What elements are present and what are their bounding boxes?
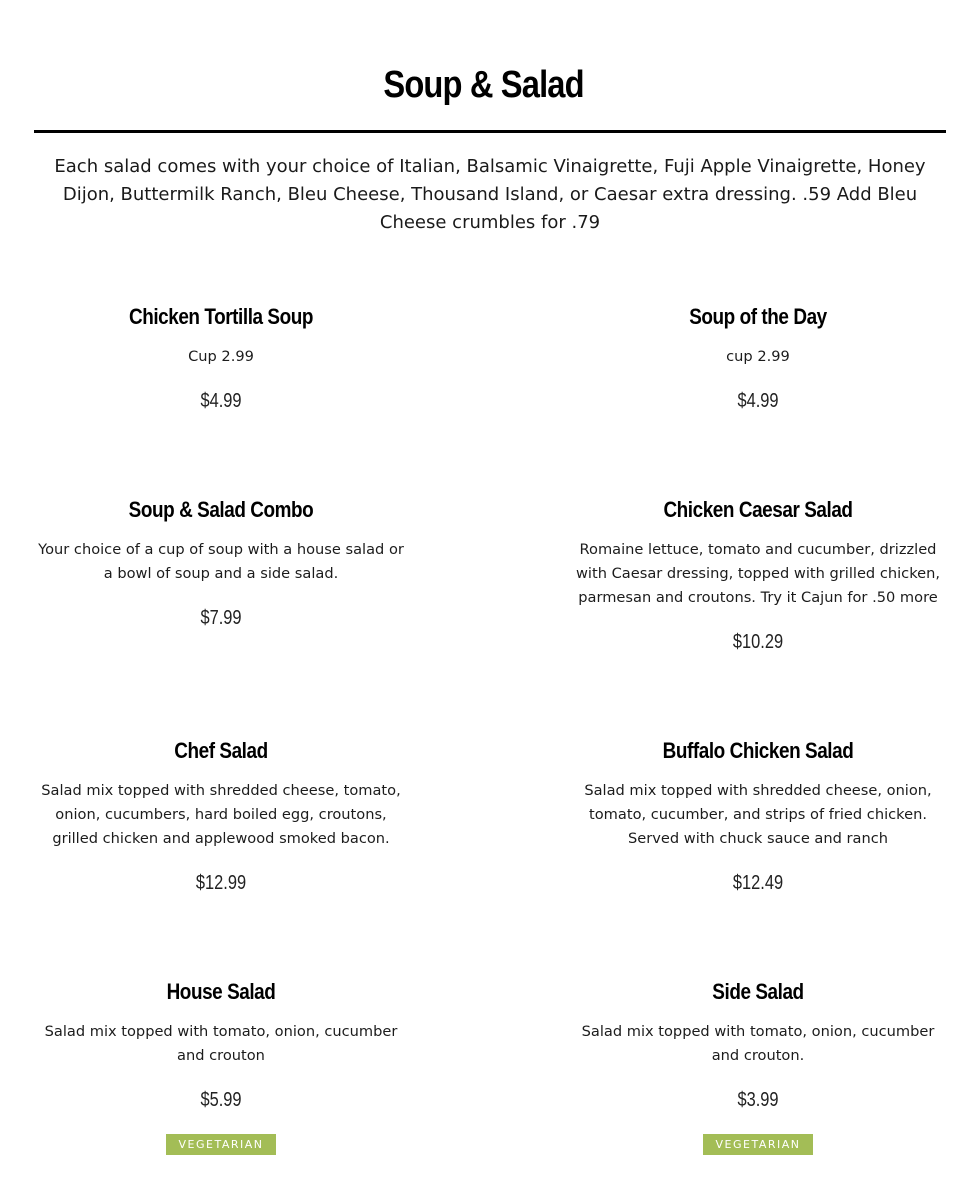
menu-item-price: $7.99 xyxy=(200,607,242,629)
menu-item-chicken-tortilla-soup xyxy=(36,301,406,415)
menu-item-name: Chicken Caesar Salad xyxy=(663,497,853,522)
menu-item-soup-salad-combo xyxy=(36,494,406,632)
title-divider xyxy=(34,130,946,133)
section-intro: Each salad comes with your choice of Italian, Balsamic Vinaigrette, Fuji Apple Vinaigrette, Honey Dijon, Buttermilk Ranch, Bleu Cheese, Thousand Island, or Caesar extra dressing. .59 Add Bleu Cheese crumbles for .79 xyxy=(54,156,926,233)
menu-item-side-salad xyxy=(570,976,946,1155)
menu-item-soup-of-the-day xyxy=(570,301,946,415)
vegetarian-badge: VEGETARIAN xyxy=(703,1134,813,1155)
menu-item-price: $5.99 xyxy=(200,1089,242,1111)
menu-item-description: Your choice of a cup of soup with a house salad or a bowl of soup and a side salad. xyxy=(38,541,404,582)
menu-item-name: Side Salad xyxy=(712,979,804,1004)
menu-item-price: $10.29 xyxy=(732,631,784,653)
menu-item-chicken-caesar-salad xyxy=(570,494,946,656)
menu-item-chef-salad xyxy=(36,735,406,897)
menu-item-description: Salad mix topped with shredded cheese, onion, tomato, cucumber, and strips of fried chicken. Served with chuck sauce and ranch xyxy=(584,782,932,847)
menu-item-price: $12.49 xyxy=(732,872,784,894)
menu-item-description: Cup 2.99 xyxy=(188,348,254,365)
menu-item-name: House Salad xyxy=(166,979,276,1004)
menu-item-description: cup 2.99 xyxy=(726,348,790,365)
menu-item-price: $12.99 xyxy=(195,872,247,894)
menu-item-price: $4.99 xyxy=(737,390,779,412)
menu-item-name: Soup & Salad Combo xyxy=(128,497,314,522)
menu-item-house-salad xyxy=(36,976,406,1155)
menu-item-name: Soup of the Day xyxy=(689,304,827,329)
menu-item-price: $4.99 xyxy=(200,390,242,412)
menu-item-name: Chicken Tortilla Soup xyxy=(128,304,314,329)
menu-item-price: $3.99 xyxy=(737,1089,779,1111)
vegetarian-badge: VEGETARIAN xyxy=(166,1134,276,1155)
menu-item-name: Buffalo Chicken Salad xyxy=(662,738,854,763)
menu-item-description: Salad mix topped with shredded cheese, tomato, onion, cucumbers, hard boiled egg, croutons, grilled chicken and applewood smoked bacon. xyxy=(41,782,401,847)
menu-item-name: Chef Salad xyxy=(174,738,268,763)
menu-item-description: Salad mix topped with tomato, onion, cucumber and crouton xyxy=(44,1023,398,1064)
menu-item-buffalo-chicken-salad xyxy=(570,735,946,897)
menu-item-description: Romaine lettuce, tomato and cucumber, drizzled with Caesar dressing, topped with grilled chicken, parmesan and croutons. Try it Cajun for .50 more xyxy=(576,541,940,606)
section-title: Soup & Salad xyxy=(383,64,584,106)
menu-item-description: Salad mix topped with tomato, onion, cucumber and crouton. xyxy=(581,1023,935,1064)
